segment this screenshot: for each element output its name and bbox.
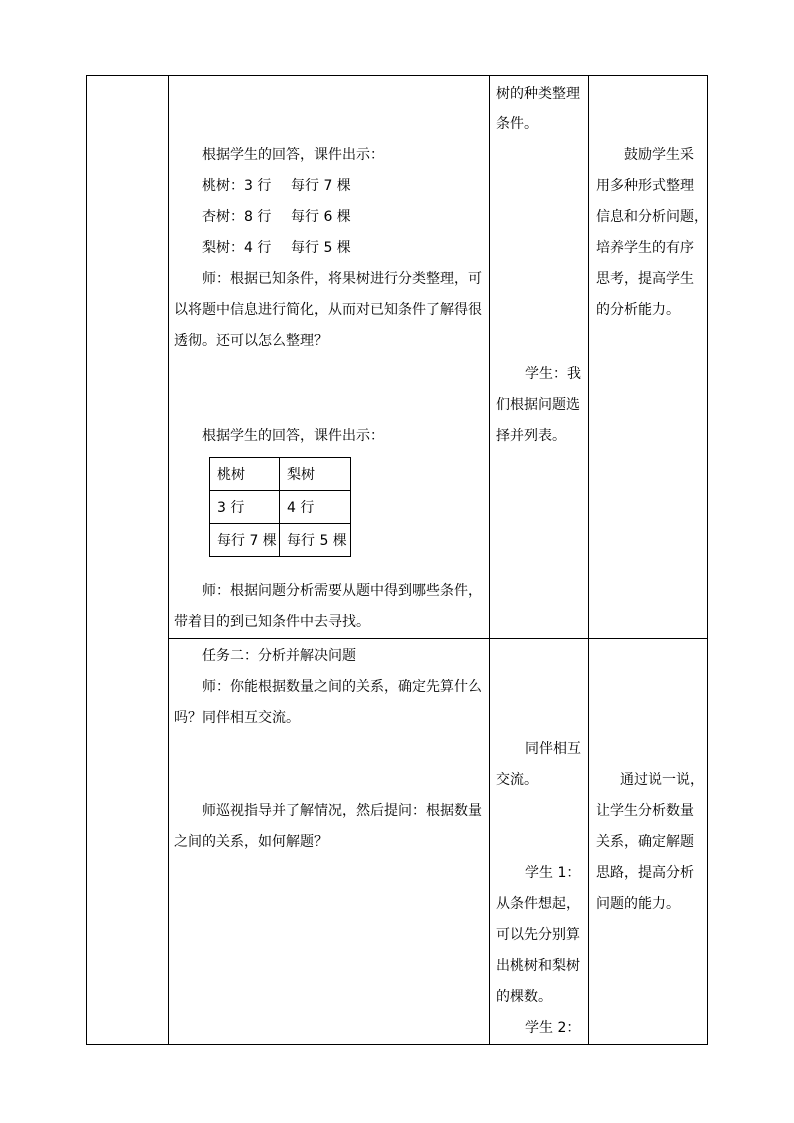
student-1-line: 可以先分别算 [496, 927, 580, 943]
table-row [210, 458, 351, 491]
teacher-text-line: 吗？同伴相互交流。 [174, 710, 300, 726]
table-border-left [86, 75, 87, 1045]
column-divider-2 [489, 75, 490, 1045]
intent-text-line: 让学生分析数量 [596, 803, 694, 819]
tree-pear-name: 梨树：4 行 [202, 240, 272, 256]
student-text-line: 同伴相互 [525, 741, 581, 757]
student-text-line: 条件。 [496, 116, 538, 132]
intent-text-line: 思考，提高学生 [596, 271, 694, 287]
intent-text-line: 的分析能力。 [596, 302, 680, 318]
tree-apricot-name: 杏树：8 行 [202, 209, 272, 225]
tree-peach-name: 桃树：3 行 [202, 178, 272, 194]
intent-text-line: 用多种形式整理 [596, 178, 694, 194]
student-answer-line: 择并列表。 [496, 428, 566, 444]
intent-text-line: 关系，确定解题 [596, 834, 694, 850]
teacher-text-line: 带着目的到已知条件中去寻找。 [174, 614, 370, 630]
fruit-tree-table [209, 457, 351, 557]
task-heading: 任务二：分析并解决问题 [202, 648, 356, 664]
student-1-line: 学生 1： [525, 865, 581, 881]
intent-text-line: 信息和分析问题， [596, 209, 708, 225]
table-cell: 桃树 [210, 458, 280, 491]
table-row [210, 524, 351, 557]
tree-peach-per: 每行 7 棵 [291, 178, 351, 194]
table-border-top [86, 75, 708, 76]
table-cell: 梨树 [280, 458, 351, 491]
guide-text-line: 之间的关系，如何解题？ [174, 834, 328, 850]
column-divider-1 [168, 75, 169, 1045]
row-divider [168, 638, 708, 639]
student-1-line: 出桃树和梨树 [496, 958, 580, 974]
table-cell: 4 行 [280, 491, 351, 524]
student-1-line: 从条件想起， [496, 896, 580, 912]
intent-text-line: 通过说一说， [620, 772, 704, 788]
table-row [210, 491, 351, 524]
intro-text-2: 根据学生的回答，课件出示： [202, 428, 384, 444]
teacher-text-line: 师：你能根据数量之间的关系，确定先算什么 [202, 679, 482, 695]
intro-text: 根据学生的回答，课件出示： [202, 147, 384, 163]
student-text-line: 树的种类整理 [496, 86, 580, 102]
student-text-line: 交流。 [496, 772, 538, 788]
guide-text-line: 师巡视指导并了解情况，然后提问：根据数量 [202, 803, 482, 819]
student-2-label: 学生 2： [525, 1020, 581, 1036]
teacher-text-line: 透彻。还可以怎么整理？ [174, 333, 328, 349]
table-border-bottom [86, 1044, 708, 1045]
intent-text-line: 培养学生的有序 [596, 240, 694, 256]
tree-pear-per: 每行 5 棵 [291, 240, 351, 256]
intent-text-line: 鼓励学生采 [624, 147, 694, 163]
student-answer-line: 学生：我 [525, 366, 581, 382]
intent-text-line: 思路，提高分析 [596, 865, 694, 881]
column-divider-3 [588, 75, 589, 1045]
intent-text-line: 问题的能力。 [596, 896, 680, 912]
tree-apricot-per: 每行 6 棵 [291, 209, 351, 225]
teacher-text-line: 师：根据已知条件，将果树进行分类整理，可 [202, 271, 482, 287]
table-cell: 每行 5 棵 [280, 524, 351, 557]
teacher-text-line: 以将题中信息进行简化，从而对已知条件了解得很 [174, 302, 482, 318]
table-cell: 3 行 [210, 491, 280, 524]
teacher-text-line: 师：根据问题分析需要从题中得到哪些条件， [202, 583, 482, 599]
table-cell: 每行 7 棵 [210, 524, 280, 557]
student-1-line: 的棵数。 [496, 989, 552, 1005]
student-answer-line: 们根据问题选 [496, 397, 580, 413]
